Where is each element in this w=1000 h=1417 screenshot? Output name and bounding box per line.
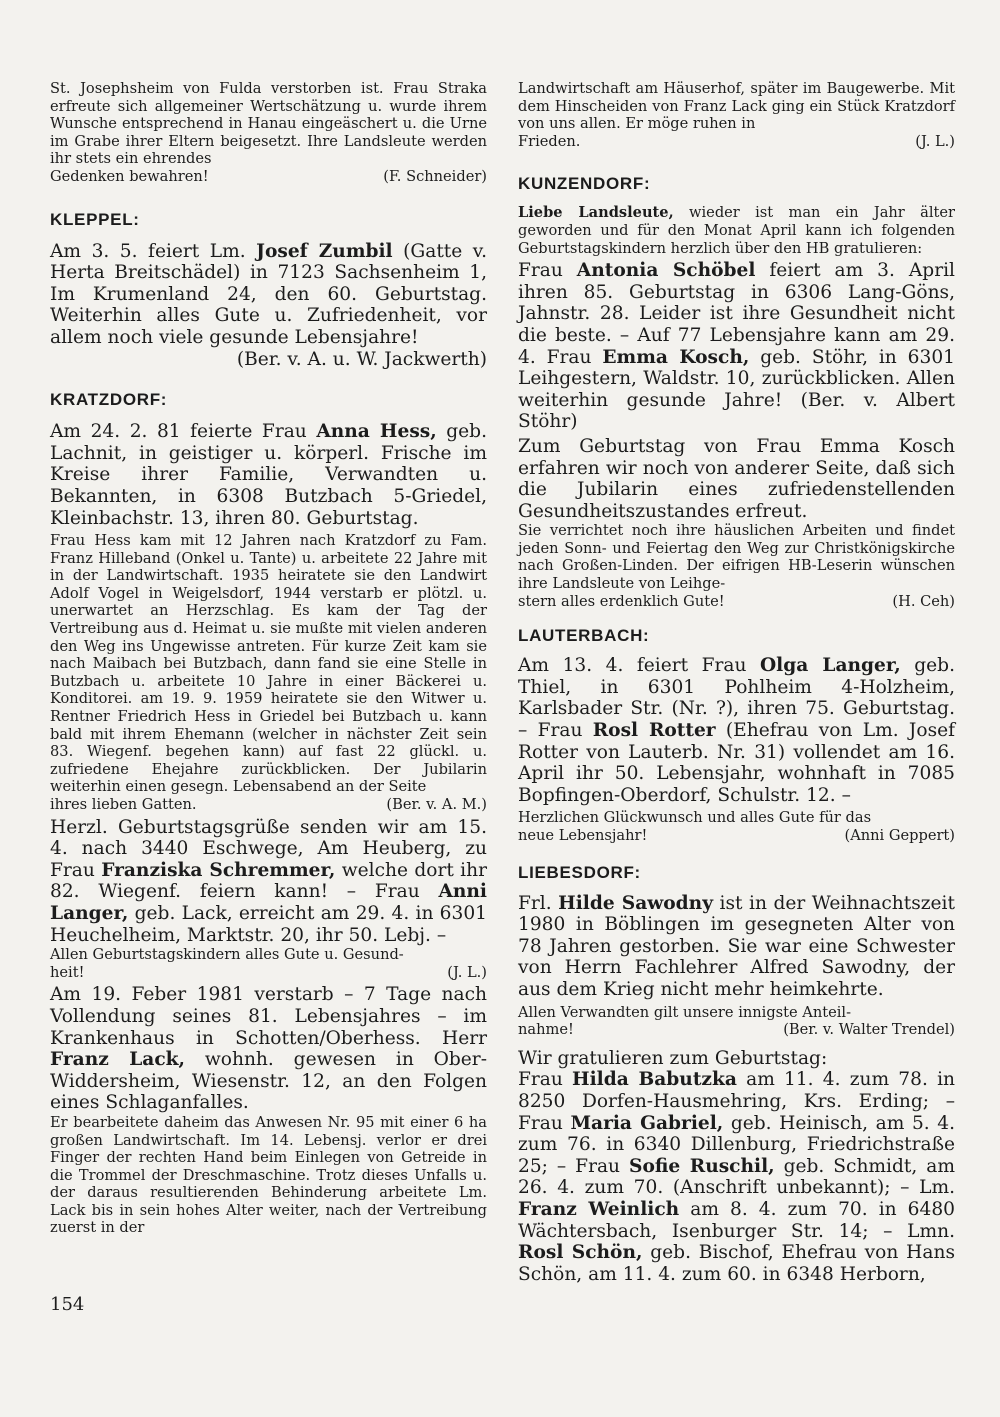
person-name: Franz Lack, [50, 1049, 186, 1071]
lauterbach-signature-line: neue Lebensjahr! (Anni Geppert) [518, 827, 955, 844]
liebesdorf-paragraph-2: Allen Verwandten gilt unsere innigste Anteil- [518, 1003, 851, 1021]
kunzendorf-paragraph-3: Sie verrichtet noch ihre häuslichen Arbeiten und findet jeden Sonn- und Feiertag den Weg zur Christkönigskirche nach Großen-Linden. Der eifrigen HB-Leserin wünschen ihre Landsleute von Leihge- [518, 522, 955, 593]
person-name: Anni Langer, [50, 881, 487, 924]
kratzdorf-paragraph-6: Er bearbeitete daheim das Anwesen Nr. 95 mit einer 6 ha großen Landwirtschaft. Im 14. Lebensj. verlor er drei Finger der rechten Hand beim Einlegen von Getreide in die Trommel der Dreschmaschine. Trotz dieses Unfalls u. der daraus resultierenden Behinderung arbeitete Lm. Lack bis in sein hohes Alter weiter, nach der Vertreibung zuerst in der [50, 1113, 487, 1237]
kratzdorf-signature-line: ihres lieben Gatten. (Ber. v. A. M.) [50, 796, 487, 813]
kunzendorf-lead: Liebe Landsleute, wieder ist man ein Jahr älter geworden und für den Monat April kann ich folgenden Geburtstagskindern herzlich über den HB gratulieren: [518, 204, 955, 257]
kratzdorf-paragraph-3: Herzl. Geburtstagsgrüße senden wir am 15. 4. nach 3440 Eschwege, Am Heuberg, zu Frau Franziska Schremmer, welche dort ihr 82. Wiegenf. feiern kann! – Frau Anni Langer, geb. Lack, erreicht am 29. 4. in 6301 Heuchelheim, Marktstr. 20, ihr 50. Lebj. – [50, 816, 487, 946]
signature: (Ber. v. A. M.) [386, 796, 487, 813]
signature: (J. L.) [915, 132, 955, 150]
person-name: Anna Hess, [316, 421, 437, 443]
kratzdorf-paragraph-4: Allen Geburtstagskindern alles Gute u. Gesund- [50, 946, 404, 964]
person-name: Franziska Schremmer, [101, 859, 336, 881]
signature: (H. Ceh) [892, 592, 955, 610]
person-name: Maria Gabriel, [570, 1112, 724, 1134]
page-number: 154 [50, 1294, 85, 1315]
intro-paragraph: St. Josephsheim von Fulda verstorben ist. Frau Straka erfreute sich allgemeiner Wertschätzung u. wurde ihrem Wunsche entsprechend in Hanau eingeäschert u. die Urne im Grabe ihrer Eltern beigesetzt. Ihre Landsleute werden ihr stets ein ehrendes [50, 80, 487, 168]
kratzdorf-signature-line-2: heit! (J. L.) [50, 963, 487, 981]
kunzendorf-signature-line: stern alles erdenklich Gute! (H. Ceh) [518, 592, 955, 610]
signature: (Ber. v. Walter Trendel) [783, 1021, 955, 1039]
intro-signature-line: Gedenken bewahren! (F. Schneider) [50, 167, 487, 185]
intro-paragraph-right: Landwirtschaft am Häuserhof, später im Baugewerbe. Mit dem Hinscheiden von Franz Lack ging ein Stück Kratzdorf von uns allen. Er möge ruhen in [518, 80, 955, 133]
lauterbach-paragraph-1: Am 13. 4. feiert Frau Olga Langer, geb. Thiel, in 6301 Pohlheim 4-Holzheim, Karlsbader Str. (Nr. ?), ihren 75. Geburtstag. – Frau Rosl Rotter (Ehefrau von Lm. Josef Rotter von Lauterb. Nr. 31) vollendet am 16. April ihr 50. Lebensjahr, wohnhaft in 7085 Bopfingen-Oberdorf, Schulstr. 12. – [518, 655, 956, 806]
signature: (J. L.) [447, 963, 487, 981]
person-name: Antonia Schöbel [576, 260, 756, 282]
left-column [50, 80, 487, 1237]
kleppel-paragraph: Am 3. 5. feiert Lm. Josef Zumbil (Gatte v. Herta Breitschädel) in 7123 Sachsenheim 1, Im Krumenland 24, den 60. Geburtstag. Weiterhin alles Gute u. Zufriedenheit, vor allem noch viele gesunde Lebensjahre! [50, 240, 487, 348]
kratzdorf-paragraph-2: Frau Hess kam mit 12 Jahren nach Kratzdorf zu Fam. Franz Hilleband (Onkel u. Tante) u. arbeitete 22 Jahre mit in der Landwirtschaft. 1935 heiratete sie den Landwirt Adolf Vogel in Weigelsdorf, 1944 verstarb er plötzl. u. unerwartet an Herzschlag. Es kam der Tag der Vertreibung aus d. Heimat u. sie mußte mit vielen anderen den Weg ins Ungewisse antreten. Für kurze Zeit kam sie nach Maibach bei Butzbach, dann fand sie eine Stelle in Butzbach u. arbeitete 10 Jahre in einer Bäckerei u. Konditorei. am 19. 9. 1959 heiratete sie den Witwer u. Rentner Friedrich Hess in Griedel bei Butzbach u. kann bald mit ihrem Ehemann (welcher in nächster Zeit sein 83. Wiegenf. begehen kann) auf fast 22 glückl. u. zufriedene Ehejahre zurückblicken. Der Jubilarin weiterhin einen gesegn. Lebensabend an der Seite [50, 532, 487, 796]
signature: (Ber. v. A. u. W. Jackwerth) [236, 348, 487, 370]
signature: (F. Schneider) [383, 167, 487, 185]
person-name: Franz Weinlich [518, 1198, 680, 1220]
kunzendorf-paragraph-1: Frau Antonia Schöbel feiert am 3. April ihren 85. Geburtstag in 6306 Lang-Göns, Jahnstr. 28. Leider ist ihre Gesundheit nicht die beste. – Auf 77 Lebensjahre kann am 29. 4. Frau Emma Kosch, geb. Stöhr, in 6301 Leihgestern, Waldstr. 10, zurückblicken. Allen weiterhin gesunde Jahre! (Ber. v. Albert Stöhr) [518, 260, 955, 433]
section-heading-kunzendorf: KUNZENDORF: [518, 174, 651, 194]
right-column [518, 80, 955, 1285]
section-heading-kratzdorf: KRATZDORF: [50, 390, 168, 410]
person-name: Hilde Sawodny [558, 892, 713, 914]
person-name: Rosl Rotter [592, 720, 716, 742]
person-name: Emma Kosch, [602, 346, 750, 368]
liebesdorf-paragraph-3: Wir gratulieren zum Geburtstag: [518, 1047, 828, 1069]
person-name: Hilda Babutzka [572, 1069, 737, 1091]
lauterbach-paragraph-2: Herzlichen Glückwunsch und alles Gute für das [518, 809, 872, 827]
kratzdorf-paragraph-1: Am 24. 2. 81 feierte Frau Anna Hess, geb. Lachnit, in geistiger u. körperl. Frische im Kreise ihrer Familie, Verwandten u. Bekannten, in 6308 Butzbach 5-Griedel, Kleinbachstr. 13, ihren 80. Geburtstag. [50, 421, 487, 529]
signature: (Anni Geppert) [844, 827, 955, 844]
section-heading-kleppel: KLEPPEL: [50, 209, 140, 229]
liebesdorf-signature-line: nahme! (Ber. v. Walter Trendel) [518, 1021, 955, 1039]
liebesdorf-paragraph-4: Frau Hilda Babutzka am 11. 4. zum 78. in 8250 Dorfen-Hausmehring, Krs. Erding; – Frau Maria Gabriel, geb. Heinisch, am 5. 4. zum 76. in 6340 Dillenburg, Friedrichstraße 25; – Frau Sofie Ruschil, geb. Schmidt, am 26. 4. zum 70. (Anschrift unbekannt); – Lm. Franz Weinlich am 8. 4. zum 70. in 6480 Wächtersbach, Isenburger Str. 14; – Lmn. Rosl Schön, geb. Bischof, Ehefrau von Hans Schön, am 11. 4. zum 60. in 6348 Herborn, [518, 1069, 956, 1285]
person-name: Rosl Schön, [518, 1242, 643, 1264]
kratzdorf-paragraph-5: Am 19. Feber 1981 verstarb – 7 Tage nach Vollendung seines 81. Lebensjahres – im Krankenhaus in Schotten/Oberhess. Herr Franz Lack, wohnh. gewesen in Ober-Widdersheim, Wiesenstr. 12, an den Folgen eines Schlaganfalles. [50, 984, 487, 1114]
person-name: Sofie Ruschil, [629, 1155, 775, 1177]
section-heading-liebesdorf: LIEBESDORF: [518, 862, 641, 882]
person-name: Olga Langer, [759, 655, 901, 677]
person-name: Josef Zumbil [256, 240, 393, 262]
kunzendorf-paragraph-2: Zum Geburtstag von Frau Emma Kosch erfahren wir noch von anderer Seite, daß sich die Jubilarin eines zufriedenstellenden Gesundheitszustandes erfreut. [518, 435, 955, 522]
intro-signature-line-right: Frieden. (J. L.) [518, 132, 955, 150]
liebesdorf-paragraph-1: Frl. Hilde Sawodny ist in der Weihnachtszeit 1980 in Böblingen im gesegneten Alter von 78 Jahren gestorben. Sie war eine Schwester von Herrn Fachlehrer Alfred Sawodny, der aus dem Krieg nicht mehr heimkehrte. [518, 892, 955, 1000]
section-heading-lauterbach: LAUTERBACH: [518, 626, 650, 646]
